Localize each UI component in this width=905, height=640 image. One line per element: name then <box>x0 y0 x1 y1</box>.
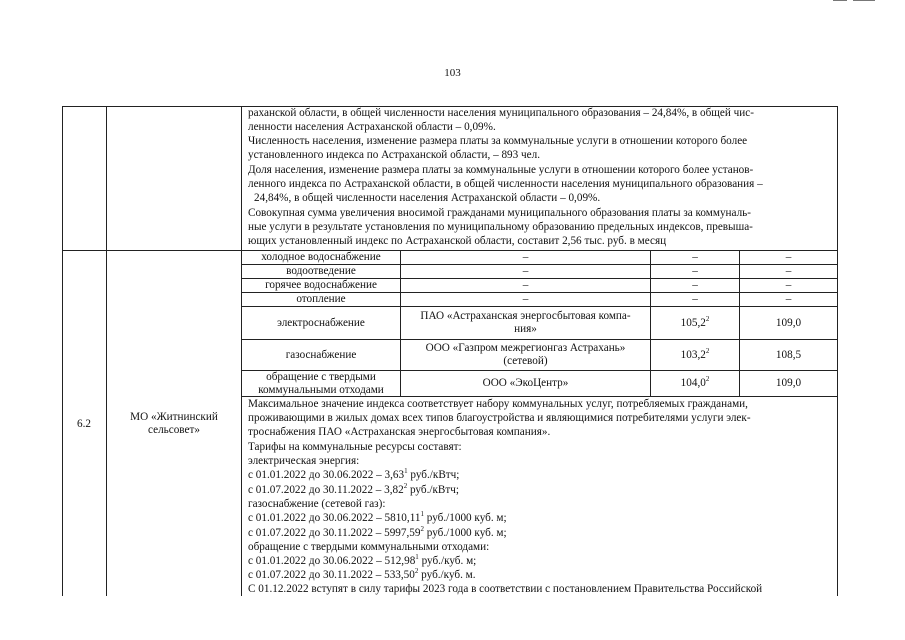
text-line: раханской области, в общей численности населения муниципального образования – 24,84%, в общей чис- <box>248 107 754 119</box>
limit-cell: 109,0 <box>775 316 802 329</box>
page-number: 103 <box>444 67 461 79</box>
text-line: электрическая энергия: <box>248 455 360 467</box>
municipality-name: МО «Житнинский <box>130 411 218 423</box>
limit-cell: 108,5 <box>775 348 802 361</box>
provider-cell: – <box>522 279 529 291</box>
index-cell: 104,0$^2$ <box>680 375 710 389</box>
index-cell: – <box>692 251 698 263</box>
index-cell: – <box>692 279 698 291</box>
text-line: Тарифы на коммунальные ресурсы составят: <box>248 441 462 453</box>
service-name-cell: горячее водоснабжение <box>265 279 377 291</box>
provider-cell: – <box>522 251 529 263</box>
text-line: Максимальное значение индекса соответствует набору коммунальных услуг, потребляемых гражданами, <box>248 398 748 410</box>
text-line: с 01.07.2022 до 30.11.2022 – 5997,59$^2$ руб./1000 куб. м; <box>248 526 507 539</box>
limit-cell: – <box>785 251 792 263</box>
text-line: ные услуги в результате установления по муниципальному образованию предельных индексов, превыша- <box>248 221 753 233</box>
index-cell: 105,2$^2$ <box>680 314 710 329</box>
provider-cell: ООО «ЭкоЦентр» <box>482 377 569 389</box>
text-line: Доля населения, изменение размера платы за коммунальные услуги в отношении которого более установ- <box>248 164 754 176</box>
text-line: проживающими в жилых домах всех типов благоустройства и являющимися потребителями услуги элек- <box>248 412 751 424</box>
text-line: ленного индекса по Астраханской области, в общей численности населения муниципального образования – <box>248 178 763 190</box>
service-name-cell: электроснабжение <box>277 316 365 329</box>
text-line: 24,84%, в общей численности населения Астраханской области – 0,09%. <box>254 192 601 204</box>
provider-cell: ПАО «Астраханская энергосбытовая компа- ния» <box>420 310 631 335</box>
text-line: с 01.01.2022 до 30.06.2022 – 3,63$^1$ руб./кВтч; <box>248 468 460 481</box>
municipality-name: сельсовет» <box>148 424 200 436</box>
text-line: обращение с твердыми коммунальными отходами: <box>248 541 490 553</box>
limit-cell: – <box>785 279 792 291</box>
provider-cell: ООО «Газпром межрегионгаз Астрахань» (сетевой) <box>425 342 626 367</box>
row-number-cell <box>62 252 106 596</box>
service-name-cell: отопление <box>296 293 346 305</box>
text-line: троснабжения ПАО «Астраханская энергосбытовая компания». <box>248 426 551 438</box>
document-table <box>62 106 838 596</box>
scan-corner-mark <box>827 0 887 4</box>
text-line: с 01.01.2022 до 30.06.2022 – 512,98$^1$ руб./куб. м; <box>248 554 477 567</box>
provider-cell: – <box>522 265 529 277</box>
table-right-border <box>837 106 838 596</box>
limit-cell: 109,0 <box>775 377 802 389</box>
text-line: С 01.12.2022 вступят в силу тарифы 2023 года в соответствии с постановлением Правительства Российской <box>248 583 763 595</box>
text-line: ющих установленный индекс по Астраханской области, составит 2,56 тыс. руб. в месяц <box>248 235 667 247</box>
index-cell: 103,2$^2$ <box>680 346 710 361</box>
text-line: с 01.07.2022 до 30.11.2022 – 533,50$^2$ руб./куб. м. <box>248 568 476 581</box>
text-line: с 01.07.2022 до 30.11.2022 – 3,82$^2$ руб./кВтч; <box>248 483 459 496</box>
row-number: 6.2 <box>77 417 91 430</box>
service-name-cell: газоснабжение <box>285 348 357 361</box>
text-line: установленного индекса по Астраханской области, – 893 чел. <box>248 149 541 161</box>
index-cell: – <box>692 293 698 305</box>
service-name-cell: обращение с твердыми коммунальными отходами <box>258 371 384 396</box>
service-name-cell: холодное водоснабжение <box>261 251 381 263</box>
municipality-cell <box>107 252 241 596</box>
text-line: с 01.01.2022 до 30.06.2022 – 5810,11$^1$ руб./1000 куб. м; <box>248 511 507 524</box>
limit-cell: – <box>785 265 792 277</box>
provider-cell: – <box>522 293 529 305</box>
text-line: Численность населения, изменение размера платы за коммунальные услуги в отношении которого более <box>248 135 748 147</box>
text-line: ленности населения Астраханской области – 0,09%. <box>248 121 496 133</box>
limit-cell: – <box>785 293 792 305</box>
service-name-cell: водоотведение <box>286 265 356 277</box>
index-cell: – <box>692 265 698 277</box>
text-line: газоснабжение (сетевой газ): <box>248 498 386 510</box>
text-line: Совокупная сумма увеличения вносимой гражданами муниципального образования платы за коммуналь- <box>248 207 752 219</box>
